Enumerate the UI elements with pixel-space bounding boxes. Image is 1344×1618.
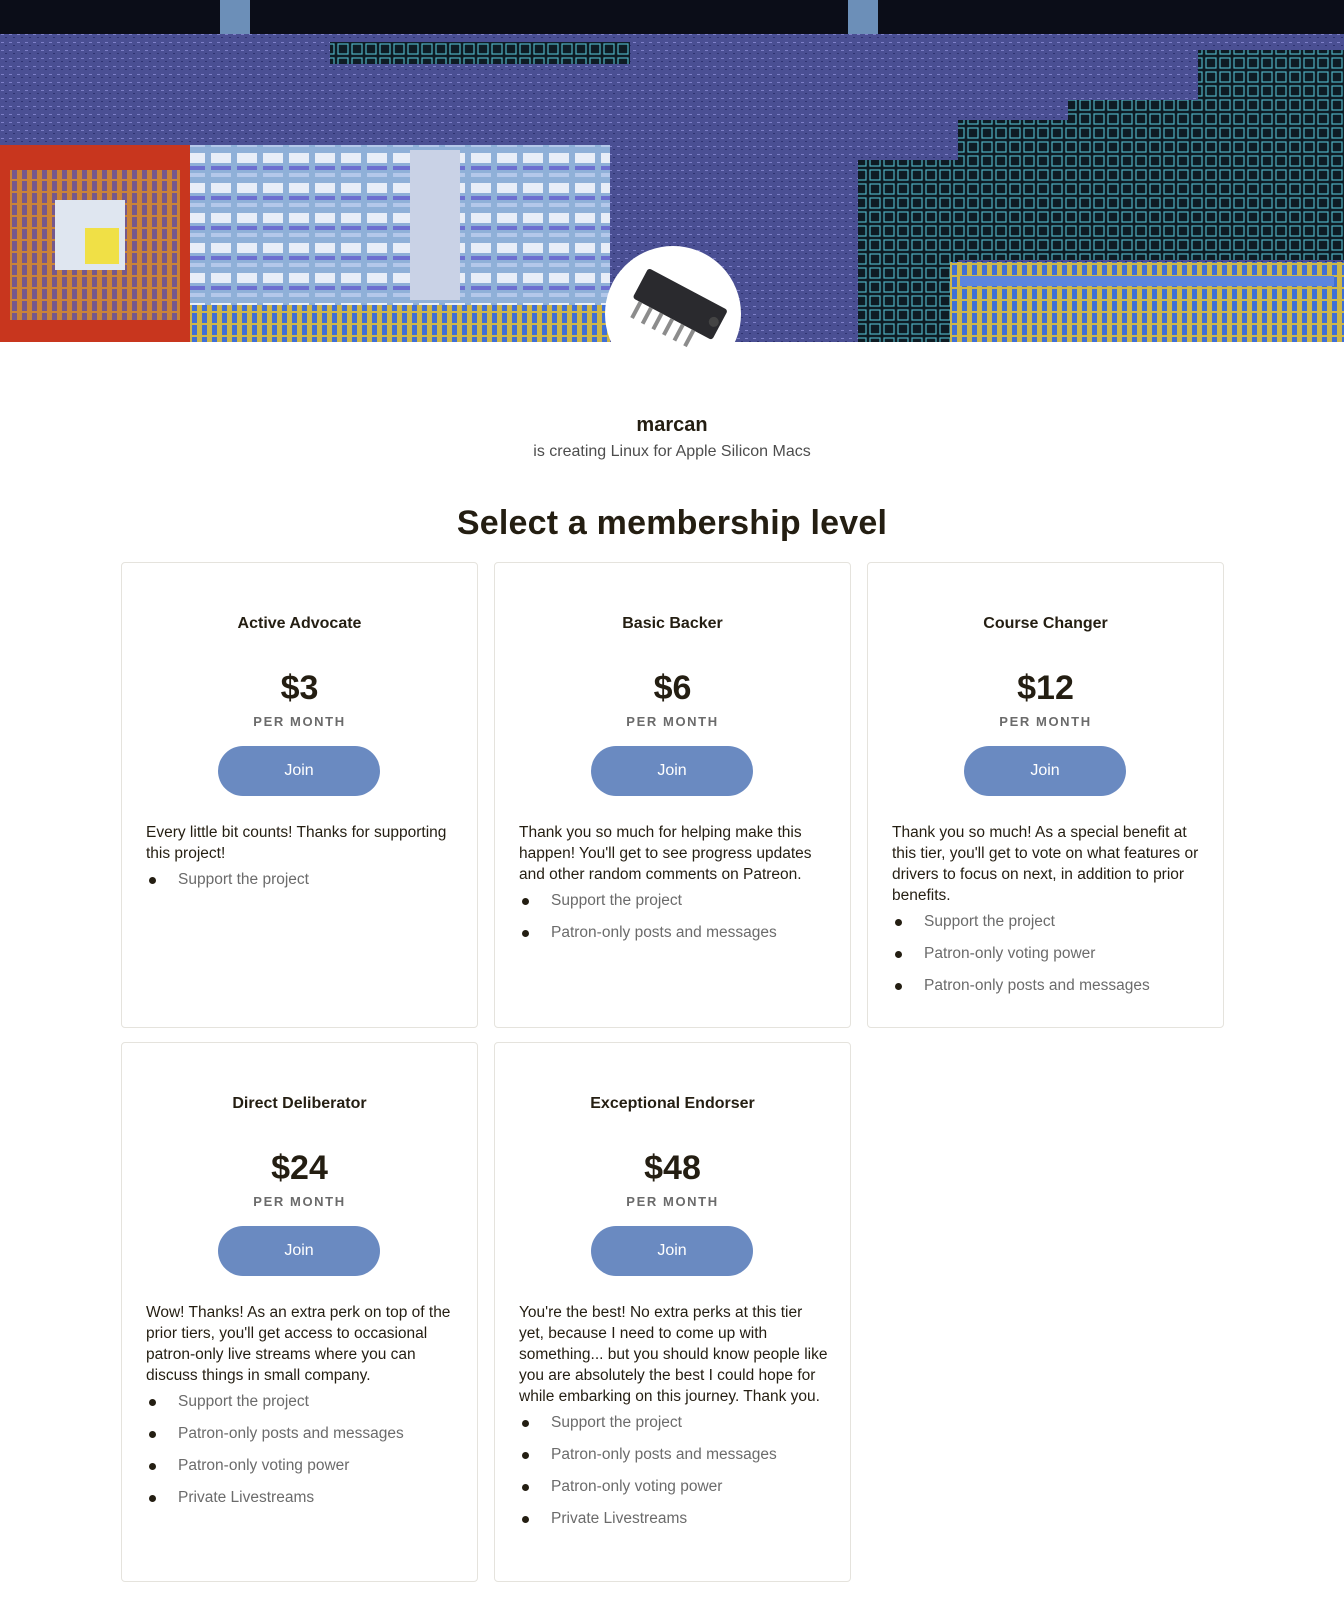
benefit-item: Patron-only voting power [146,1455,455,1487]
bullet-icon [522,1516,529,1523]
creator-tagline: is creating Linux for Apple Silicon Macs [533,443,811,460]
tier-name: Course Changer [983,615,1108,632]
join-button[interactable]: Join [218,746,380,796]
tier-description: Thank you so much for helping make this happen! You'll get to see progress updates and other random comments on Patreon. [519,824,812,883]
benefits-list [519,890,828,954]
bullet-icon [522,1452,529,1459]
tier-period: PER MONTH [253,1194,346,1209]
bullet-icon [149,877,156,884]
bullet-icon [522,1484,529,1491]
tier-description: You're the best! No extra perks at this tier yet, because I need to come up with something... but you should know people like you are absolutely the best I could hope for while embarking on this journey. Thank you. [519,1304,828,1405]
join-button[interactable]: Join [964,746,1126,796]
tier-card-direct-deliberator [121,1042,478,1582]
tier-description: Every little bit counts! Thanks for supporting this project! [146,824,447,862]
tier-period: PER MONTH [626,1194,719,1209]
tier-card-course-changer [867,562,1224,1028]
tier-price: $3 [280,669,319,707]
bullet-icon [895,983,902,990]
bullet-icon [895,919,902,926]
bullet-icon [149,1399,156,1406]
benefit-item: Patron-only posts and messages [892,975,1201,1007]
tier-name: Active Advocate [237,615,362,632]
tier-description: Thank you so much! As a special benefit at this tier, you'll get to vote on what features or drivers to focus on next, in addition to prior benefits. [892,824,1199,904]
bullet-icon [149,1495,156,1502]
tier-description: Wow! Thanks! As an extra perk on top of the prior tiers, you'll get access to occasional patron-only live streams where you can discuss things in small company. [146,1304,451,1384]
tier-card-active-advocate [121,562,478,1028]
benefit-item: Support the project [519,1412,828,1444]
benefit-item: Patron-only voting power [892,943,1201,975]
benefit-item: Support the project [146,1391,455,1423]
benefits-list [892,911,1201,1007]
bullet-icon [522,898,529,905]
tier-card-basic-backer [494,562,851,1028]
join-button[interactable]: Join [218,1226,380,1276]
benefit-item: Patron-only voting power [519,1476,828,1508]
section-title: Select a membership level [456,504,888,542]
benefit-item: Support the project [146,869,455,901]
bullet-icon [522,930,529,937]
benefit-item: Patron-only posts and messages [146,1423,455,1455]
benefit-item: Private Livestreams [146,1487,455,1519]
creator-avatar[interactable] [605,246,741,382]
tier-price: $24 [271,1149,328,1187]
bullet-icon [895,951,902,958]
tier-period: PER MONTH [626,714,719,729]
join-button[interactable]: Join [591,1226,753,1276]
bullet-icon [149,1431,156,1438]
tier-name: Exceptional Endorser [590,1095,755,1112]
bullet-icon [149,1463,156,1470]
benefits-list [146,869,455,901]
ic-chip-icon [608,249,738,379]
benefits-list [146,1391,455,1519]
benefit-item: Support the project [892,911,1201,943]
benefit-item: Private Livestreams [519,1508,828,1540]
benefit-item: Patron-only posts and messages [519,1444,828,1476]
tier-name: Basic Backer [622,615,723,632]
tier-period: PER MONTH [999,714,1092,729]
bullet-icon [522,1420,529,1427]
benefit-item: Support the project [519,890,828,922]
tier-price: $48 [644,1149,701,1187]
tier-name: Direct Deliberator [232,1095,367,1112]
benefit-item: Patron-only posts and messages [519,922,828,954]
tier-card-exceptional-endorser [494,1042,851,1582]
tier-period: PER MONTH [253,714,346,729]
benefits-list [519,1412,828,1540]
tier-price: $12 [1017,669,1074,707]
join-button[interactable]: Join [591,746,753,796]
tier-price: $6 [653,669,692,707]
creator-name[interactable]: marcan [636,414,708,436]
